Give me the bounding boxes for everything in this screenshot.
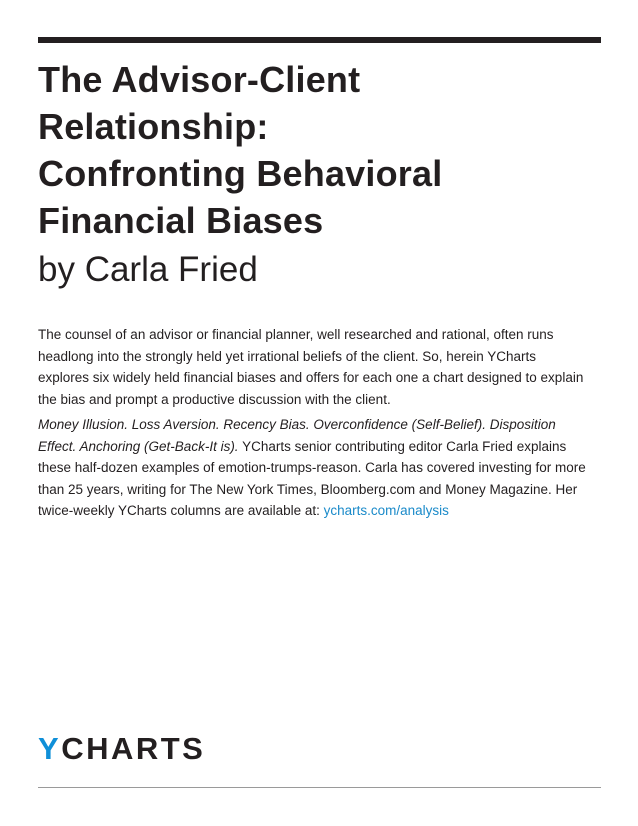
columns-prefix: twice-weekly YCharts columns are available at: bbox=[38, 503, 324, 518]
logo-wordmark: CHARTS bbox=[61, 731, 206, 766]
byline: by Carla Fried bbox=[38, 250, 258, 289]
title-line: The Advisor-Client bbox=[38, 59, 361, 100]
author-paragraph bbox=[38, 414, 604, 522]
paragraph-line: The counsel of an advisor or financial planner, well researched and rational, often runs bbox=[38, 327, 554, 342]
paragraph-line bbox=[38, 436, 604, 458]
intro-paragraph bbox=[38, 324, 604, 410]
bottom-rule bbox=[38, 787, 601, 788]
paragraph-line bbox=[38, 500, 604, 522]
paragraph-line: explores six widely held financial biases and offers for each one a chart designed to explain bbox=[38, 370, 584, 385]
paragraph-line: these half-dozen examples of emotion-trumps-reason. Carla has covered investing for more bbox=[38, 460, 586, 475]
biases-list-line: Money Illusion. Loss Aversion. Recency Bias. Overconfidence (Self-Belief). Disposition bbox=[38, 417, 556, 432]
document-title bbox=[38, 56, 601, 244]
paragraph-line: the bias and prompt a productive discussion with the client. bbox=[38, 391, 391, 407]
top-rule bbox=[38, 37, 601, 43]
logo-y-letter: Y bbox=[38, 731, 62, 766]
title-line: Financial Biases bbox=[38, 200, 324, 241]
editor-intro: YCharts senior contributing editor Carla Fried explains bbox=[238, 438, 567, 454]
ycharts-logo bbox=[38, 732, 205, 766]
paragraph-line: than 25 years, writing for The New York Times, Bloomberg.com and Money Magazine. Her bbox=[38, 481, 578, 497]
analysis-link[interactable]: ycharts.com/analysis bbox=[323, 503, 449, 518]
paragraph-line: headlong into the strongly held yet irrational beliefs of the client. So, herein YCharts bbox=[38, 348, 537, 364]
title-line: Confronting Behavioral bbox=[38, 153, 443, 194]
title-line: Relationship: bbox=[38, 106, 269, 147]
biases-list-end: Effect. Anchoring (Get-Back-It is). bbox=[38, 438, 239, 454]
